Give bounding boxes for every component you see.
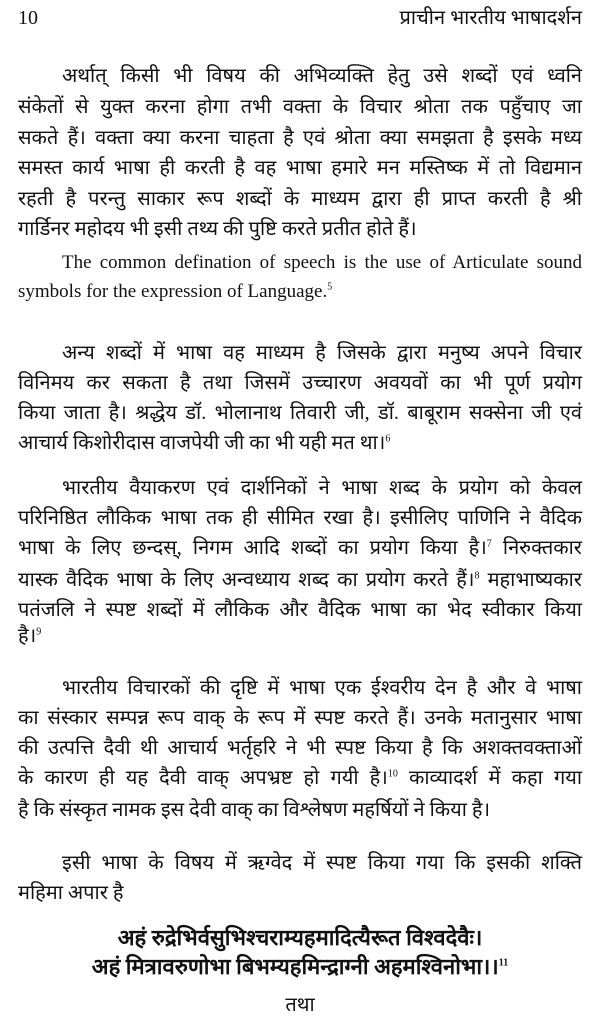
text-line: The common defination of speech is the use of Articulate sound	[62, 252, 582, 273]
text-line: गार्डिनर महोदय भी इसी तथ्य की पुष्टि करते प्रतीत होते हैं।	[18, 218, 417, 240]
text: है।	[18, 625, 37, 647]
text-line: पतंजलि ने स्पष्ट शब्दों में लौकिक और वैदिक भाषा का भेद स्वीकार किया	[18, 599, 582, 621]
text: के कारण ही यह दैवी वाक् अपभ्रष्ट हो गयी है।	[18, 767, 388, 789]
text: काव्यादर्श में कहा गया	[397, 767, 582, 789]
footnote-ref: 8	[474, 570, 480, 582]
text-line: रहती है परन्तु साकार रूप शब्दों के माध्यम द्वारा ही प्राप्त करती है श्री	[18, 188, 582, 210]
verse-line: अहं रुद्रेभिर्वसुभिश्चराम्यहमादित्यैरूत विश्वदेवैः।	[117, 925, 483, 950]
text: यास्क वैदिक भाषा के लिए अन्वध्याय शब्द का प्रयोग करते हैं।	[18, 569, 475, 591]
footnote-ref: 5	[327, 281, 333, 293]
text-line	[18, 278, 582, 306]
closing-word: तथा	[285, 994, 315, 1016]
footnote-ref: 10	[387, 768, 398, 780]
running-title: प्राचीन भारतीय भाषादर्शन	[399, 7, 582, 29]
text-line: किया जाता है। श्रद्धेय डॉ. भोलानाथ तिवारी जी, डॉ. बाबूराम सक्सेना जी एवं	[18, 402, 582, 424]
text-line	[18, 566, 582, 594]
text-line: इसी भाषा के विषय में ऋग्वेद में स्पष्ट किया गया कि इसकी शक्ति	[62, 852, 582, 874]
text-line: की उत्पत्ति दैवी थी आचार्य भर्तृहरि ने भी स्पष्ट किया है कि अशक्तवक्ताओं	[18, 737, 582, 759]
text-line	[18, 622, 582, 650]
text-line: भारतीय वैयाकरण एवं दार्शनिकों ने भाषा शब्द के प्रयोग को केवल	[62, 477, 582, 499]
text-line: भारतीय विचारकों की दृष्टि में भाषा एक ईश्वरीय देन है और वे भाषा	[62, 677, 582, 699]
text-line: है कि संस्कृत नामक इस देवी वाक् का विश्लेषण महर्षियों ने किया है।	[18, 799, 491, 821]
text: अहं मित्रावरुणोभा बिभम्यहमिन्द्राग्नी अहमश्विनोभा।।	[91, 954, 499, 979]
text-line: अन्य शब्दों में भाषा वह माध्यम है जिसके द्वारा मनुष्य अपने विचार	[62, 342, 582, 364]
text: निरुक्तकार	[491, 537, 582, 559]
text: महाभाष्यकार	[479, 569, 582, 591]
text-line	[18, 534, 582, 562]
verse-line	[0, 952, 600, 982]
text-line	[18, 764, 582, 792]
page-number: 10	[18, 7, 38, 29]
text-line	[18, 429, 582, 457]
footnote-ref: 11	[498, 957, 509, 969]
text-line: अर्थात् किसी भी विषय की अभिव्यक्ति हेतु उसे शब्दों एवं ध्वनि	[62, 65, 582, 87]
text-line: सकते हैं। वक्ता क्या करना चाहता है एवं श्रोता क्या समझता है इसके मध्य	[18, 127, 582, 149]
text-line: विनिमय कर सकता है तथा जिसमें उच्चारण अवयवों का भी पूर्ण प्रयोग	[18, 372, 582, 394]
text-line: परिनिष्ठित लौकिक भाषा तक ही सीमित रखा है। इसीलिए पाणिनि ने वैदिक	[18, 507, 582, 529]
footnote-ref: 7	[486, 538, 492, 550]
text: symbols for the expression of Language.	[18, 281, 328, 302]
text-line: समस्त कार्य भाषा ही करती है वह भाषा हमारे मन मस्तिष्क में तो विद्यमान	[18, 157, 582, 179]
footnote-ref: 9	[36, 626, 42, 638]
text: आचार्य किशोरीदास वाजपेयी जी का भी यही मत था।	[18, 432, 386, 454]
text-line: महिमा अपार है	[18, 882, 124, 904]
text: भाषा के लिए छन्दस्, निगम आदि शब्दों का प्रयोग किया है।	[18, 537, 487, 559]
footnote-ref: 6	[385, 433, 391, 445]
text-line: का संस्कार सम्पन्न रूप वाक् के रूप में स्पष्ट करते हैं। उनके मतानुसार भाषा	[18, 707, 582, 729]
text-line: संकेतों से युक्त करना होगा तभी वक्ता के विचार श्रोता तक पहुँचाए जा	[18, 96, 582, 118]
